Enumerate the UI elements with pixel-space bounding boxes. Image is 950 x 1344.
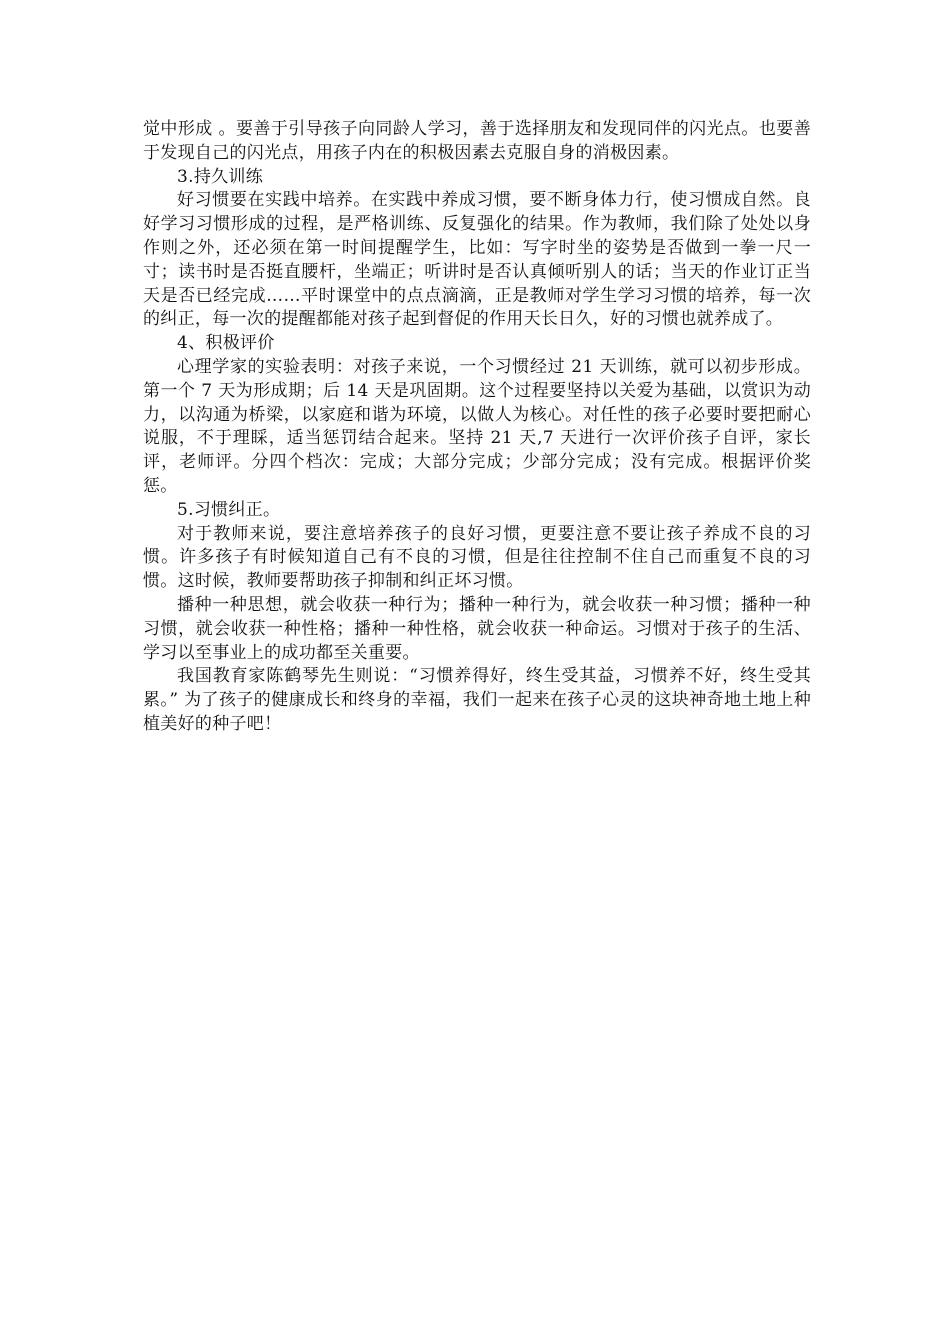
document-body [143,118,811,737]
paragraph-5: 播种一种思想，就会收获一种行为；播种一种行为，就会收获一种习惯；播种一种习惯，就会收获一种性格；播种一种性格，就会收获一种命运。习惯对于孩子的生活、学习以至事业上的成功都至关重要。 [143,594,811,663]
paragraph-2: 好习惯要在实践中培养。在实践中养成习惯，要不断身体力行，使习惯成自然。良好学习习惯形成的过程，是严格训练、反复强化的结果。作为教师，我们除了处处以身作则之外，还必须在第一时间提醒学生，比如：写字时坐的姿势是否做到一拳一尺一寸；读书时是否挺直腰杆，坐端正；听讲时是否认真倾听别人的话；当天的作业订正当天是否已经完成……平时课堂中的点点滴滴，正是教师对学生学习习惯的培养，每一次的纠正，每一次的提醒都能对孩子起到督促的作用天长日久，好的习惯也就养成了。 [143,190,811,330]
section-heading-5: 5.习惯纠正。 [177,499,281,520]
paragraph-3: 心理学家的实验表明：对孩子来说，一个习惯经过 21 天训练，就可以初步形成。第一个 7 天为形成期；后 14 天是巩固期。这个过程要坚持以关爱为基础，以赏识为动力，以沟通为桥梁，以家庭和谐为环境，以做人为核心。对任性的孩子必要时要把耐心说服，不于理睬，适当惩罚结合起来。坚持 21 天,7 天进行一次评价孩子自评，家长评，老师评。分四个档次：完成；大部分完成；少部分完成；没有完成。根据评价奖惩。 [143,356,811,496]
paragraph-4: 对于教师来说，要注意培养孩子的良好习惯，更要注意不要让孩子养成不良的习惯。许多孩子有时候知道自己有不良的习惯，但是往往控制不住自己而重复不良的习惯。这时候，教师要帮助孩子抑制和纠正坏习惯。 [143,523,811,592]
paragraph-6: 我国教育家陈鹤琴先生则说：“习惯养得好，终生受其益，习惯养不好，终生受其累。” 为了孩子的健康成长和终身的幸福，我们一起来在孩子心灵的这块神奇地土地上种植美好的种子吧！ [143,666,811,734]
section-heading-3: 3.持久训练 [177,166,264,187]
section-heading-4: 4、积极评价 [177,333,275,354]
paragraph-1: 觉中形成 。要善于引导孩子向同龄人学习，善于选择朋友和发现同伴的闪光点。也要善于发现自己的闪光点，用孩子内在的积极因素去克服自身的消极因素。 [143,119,811,163]
